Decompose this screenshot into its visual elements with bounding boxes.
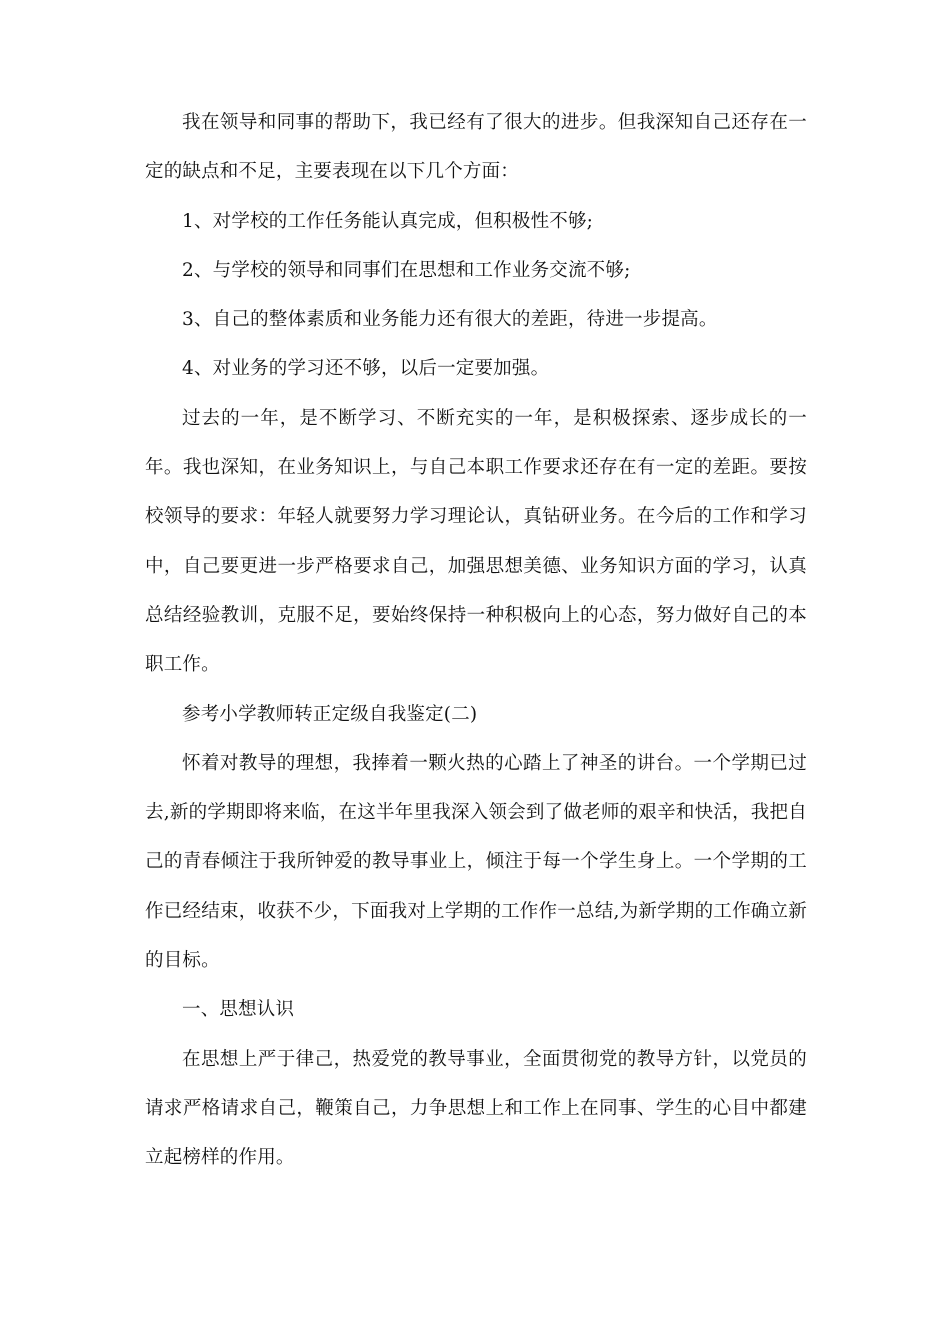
list-item-2: 2、与学校的领导和同事们在思想和工作业务交流不够; [182,259,631,281]
paragraph-past-year: 过去的一年，是不断学习、不断充实的一年，是积极探索、逐步成长的一年。我也深知，在业务知识上，与自己本职工作要求还存在有一定的差距。要按校领导的要求：年轻人就要努力学习理论认，真钻研业务。在今后的工作和学习中，自己要更进一步严格要求自己，加强思想美德、业务知识方面的学习，认真总结经验教训，克服不足，要始终保持一种积极向上的心态，努力做好自己的本职工作。 [145,407,807,676]
document-body [145,98,807,1183]
list-item-3: 3、自己的整体素质和业务能力还有很大的差距，待进一步提高。 [182,309,718,331]
paragraph-shortcomings-intro: 我在领导和同事的帮助下，我已经有了很大的进步。但我深知自己还存在一定的缺点和不足，主要表现在以下几个方面： [145,112,807,183]
paragraph-thought: 在思想上严于律己，热爱党的教导事业，全面贯彻党的教导方针，以党员的请求严格请求自己，鞭策自己，力争思想上和工作上在同事、学生的心目中都建立起榜样的作用。 [145,1048,807,1169]
paragraph-intro-2: 怀着对教导的理想，我捧着一颗火热的心踏上了神圣的讲台。一个学期已过去,新的学期即将来临，在这半年里我深入领会到了做老师的艰辛和快活，我把自己的青春倾注于我所钟爱的教导事业上，倾注于每一个学生身上。一个学期的工作已经结束，收获不少，下面我对上学期的工作作一总结,为新学期的工作确立新的目标。 [145,752,807,972]
section-title-2: 参考小学教师转正定级自我鉴定(二) [182,703,478,725]
list-item-4: 4、对业务的学习还不够，以后一定要加强。 [182,358,550,380]
subheading-thought: 一、思想认识 [182,999,295,1021]
list-item-1: 1、对学校的工作任务能认真完成，但积极性不够; [182,210,594,232]
